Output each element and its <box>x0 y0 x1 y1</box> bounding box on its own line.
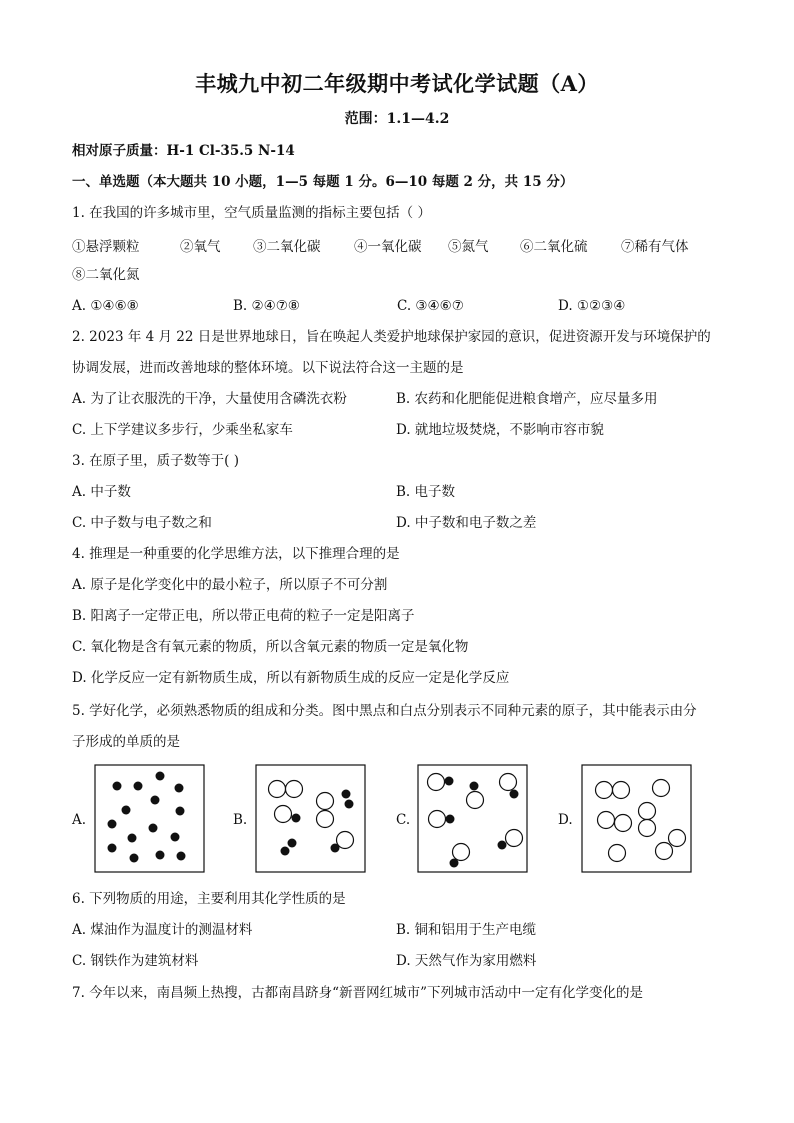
white-atom <box>467 792 484 809</box>
q5-diagram-a <box>94 764 206 874</box>
black-atom <box>149 824 158 833</box>
q5-label-c: C. <box>396 812 411 828</box>
black-atom <box>171 833 180 842</box>
q1-item-1: ①悬浮颗粒 <box>72 239 140 255</box>
black-atom <box>288 839 297 848</box>
white-atom <box>506 830 523 847</box>
q4-option-a: A. 原子是化学变化中的最小粒子，所以原子不可分割 <box>72 577 388 593</box>
q5-label-b: B. <box>233 812 248 828</box>
white-atom <box>639 820 656 837</box>
white-atom <box>598 812 615 829</box>
white-atom <box>596 782 613 799</box>
white-atom <box>613 782 630 799</box>
q1-option-a: A. ①④⑥⑧ <box>72 298 139 314</box>
q5-label-d: D. <box>558 812 573 828</box>
relative-atomic-masses: 相对原子质量：H-1 Cl-35.5 N-14 <box>72 143 295 159</box>
black-atom <box>281 847 290 856</box>
black-atom <box>175 784 184 793</box>
q4-option-d: D. 化学反应一定有新物质生成，所以有新物质生成的反应一定是化学反应 <box>72 670 510 686</box>
q2-option-c: C. 上下学建议多步行，少乘坐私家车 <box>72 422 293 438</box>
question-5-stem-line1: 5. 学好化学，必须熟悉物质的组成和分类。图中黑点和白点分别表示不同种元素的原子，其中能表示由分 <box>72 703 697 719</box>
white-atom <box>317 793 334 810</box>
black-atom <box>498 841 507 850</box>
q4-option-c: C. 氧化物是含有氧元素的物质，所以含氧元素的物质一定是氧化物 <box>72 639 469 655</box>
exam-range: 范围：1.1—4.2 <box>344 111 450 127</box>
black-atom <box>331 844 340 853</box>
white-atom <box>615 815 632 832</box>
white-atom <box>269 781 286 798</box>
black-atom <box>108 820 117 829</box>
black-atom <box>450 859 459 868</box>
q1-item-5: ⑤氮气 <box>448 239 489 255</box>
q3-option-d: D. 中子数和电子数之差 <box>396 515 537 531</box>
white-atom <box>337 832 354 849</box>
white-atom <box>317 811 334 828</box>
q1-item-4: ④一氧化碳 <box>354 239 422 255</box>
q5-diagram-b <box>255 764 367 874</box>
q1-item-2: ②氧气 <box>180 239 221 255</box>
white-atom <box>653 780 670 797</box>
page-title: 丰城九中初二年级期中考试化学试题（A） <box>195 71 599 96</box>
white-atom <box>609 845 626 862</box>
black-atom <box>151 796 160 805</box>
question-6-stem: 6. 下列物质的用途，主要利用其化学性质的是 <box>72 891 346 907</box>
black-atom <box>342 790 351 799</box>
black-atom <box>292 814 301 823</box>
black-atom <box>345 800 354 809</box>
q5-diagram-c <box>417 764 529 874</box>
question-3-stem: 3. 在原子里，质子数等于( ) <box>72 453 239 469</box>
black-atom <box>510 790 519 799</box>
q1-item-7: ⑦稀有气体 <box>621 239 689 255</box>
black-atom <box>177 852 186 861</box>
white-atom <box>453 844 470 861</box>
question-1-stem: 1. 在我国的许多城市里，空气质量监测的指标主要包括（ ） <box>72 205 431 221</box>
q6-option-d: D. 天然气作为家用燃料 <box>396 953 537 969</box>
black-atom <box>470 782 479 791</box>
white-atom <box>429 811 446 828</box>
q1-option-b: B. ②④⑦⑧ <box>233 298 300 314</box>
q5-diagram-d <box>581 764 693 874</box>
white-atom <box>428 774 445 791</box>
q3-option-a: A. 中子数 <box>72 484 131 500</box>
black-atom <box>156 851 165 860</box>
q1-option-d: D. ①②③④ <box>558 298 626 314</box>
question-2-stem-line1: 2. 2023 年 4 月 22 日是世界地球日，旨在唤起人类爱护地球保护家园的意识，促进资源开发与环境保护的 <box>72 329 711 345</box>
diagram-b-frame <box>256 765 365 872</box>
section-heading: 一、单选题（本大题共 10 小题，1—5 每题 1 分。6—10 每题 2 分，共 15 分） <box>72 174 574 190</box>
q6-option-c: C. 钢铁作为建筑材料 <box>72 953 199 969</box>
black-atom <box>156 772 165 781</box>
black-atom <box>446 815 455 824</box>
white-atom <box>639 803 656 820</box>
black-atom <box>130 854 139 863</box>
q4-option-b: B. 阳离子一定带正电，所以带正电荷的粒子一定是阳离子 <box>72 608 415 624</box>
q1-item-8: ⑧二氧化氮 <box>72 267 140 283</box>
black-atom <box>108 844 117 853</box>
q2-option-d: D. 就地垃圾焚烧，不影响市容市貌 <box>396 422 604 438</box>
q6-option-a: A. 煤油作为温度计的测温材料 <box>72 922 253 938</box>
q3-option-b: B. 电子数 <box>396 484 456 500</box>
q5-label-a: A. <box>72 812 87 828</box>
q1-item-3: ③二氧化碳 <box>253 239 321 255</box>
white-atom <box>275 806 292 823</box>
q6-option-b: B. 铜和铝用于生产电缆 <box>396 922 537 938</box>
q1-option-c: C. ③④⑥⑦ <box>397 298 464 314</box>
white-atom <box>500 774 517 791</box>
black-atom <box>176 807 185 816</box>
diagram-a-frame <box>95 765 204 872</box>
black-atom <box>134 782 143 791</box>
question-7-stem: 7. 今年以来，南昌频上热搜，古都南昌跻身“新晋网红城市”下列城市活动中一定有化学变化的是 <box>72 985 643 1001</box>
black-atom <box>122 806 131 815</box>
black-atom <box>445 777 454 786</box>
white-atom <box>286 781 303 798</box>
white-atom <box>669 830 686 847</box>
black-atom <box>128 834 137 843</box>
q1-item-6: ⑥二氧化硫 <box>520 239 588 255</box>
q2-option-a: A. 为了让衣服洗的干净，大量使用含磷洗衣粉 <box>72 391 347 407</box>
q3-option-c: C. 中子数与电子数之和 <box>72 515 212 531</box>
question-2-stem-line2: 协调发展，进而改善地球的整体环境。以下说法符合这一主题的是 <box>72 360 464 376</box>
white-atom <box>656 843 673 860</box>
question-4-stem: 4. 推理是一种重要的化学思维方法，以下推理合理的是 <box>72 546 400 562</box>
q2-option-b: B. 农药和化肥能促进粮食增产，应尽量多用 <box>396 391 658 407</box>
question-5-stem-line2: 子形成的单质的是 <box>72 734 180 750</box>
black-atom <box>113 782 122 791</box>
